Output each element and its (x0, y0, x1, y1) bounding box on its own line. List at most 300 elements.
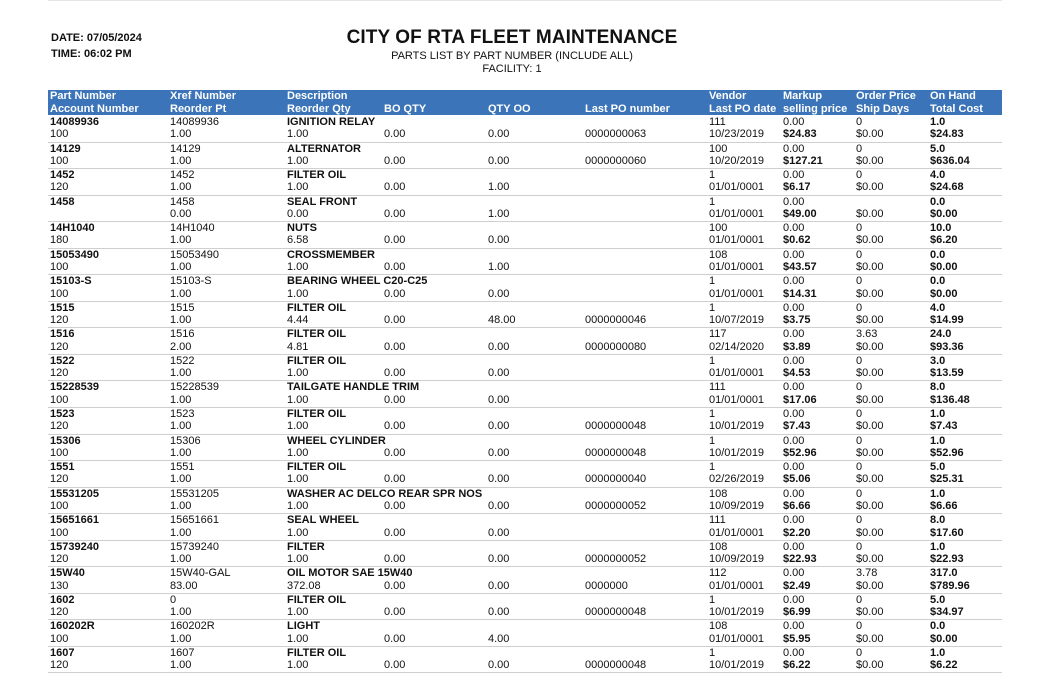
cell-description: FILTER (287, 540, 325, 553)
cell-bo-qty: 0.00 (384, 393, 406, 406)
cell-description: OIL MOTOR SAE 15W40 (287, 567, 413, 580)
cell-vendor: 1 (709, 195, 716, 208)
cell-on-hand: 8.0 (930, 381, 946, 394)
cell-bo-qty: 0.00 (384, 473, 406, 486)
cell-markup: 0.00 (783, 222, 805, 235)
cell-ship-days: $0.00 (856, 340, 884, 353)
cell-on-hand: 5.0 (930, 142, 946, 155)
cell-description: TAILGATE HANDLE TRIM (287, 381, 420, 394)
cell-ship-days: $0.00 (856, 234, 884, 247)
cell-part-number: 14129 (50, 142, 81, 155)
cell-order-price: 0 (856, 169, 863, 182)
table-row (48, 328, 1002, 355)
cell-order-price: 0 (856, 514, 863, 527)
cell-part-number: 14H1040 (50, 222, 95, 235)
cell-account-number: 120 (50, 473, 69, 486)
cell-reorder-pt: 83.00 (170, 579, 198, 592)
cell-total-cost: $6.22 (930, 659, 958, 672)
cell-selling-price: $6.22 (783, 659, 811, 672)
cell-xref-number: 15306 (170, 434, 201, 447)
cell-order-price: 3.78 (856, 567, 878, 580)
cell-reorder-pt: 1.00 (170, 606, 192, 619)
cell-description: FILTER OIL (287, 328, 347, 341)
cell-markup: 0.00 (783, 381, 805, 394)
cell-bo-qty: 0.00 (384, 367, 406, 380)
cell-on-hand: 4.0 (930, 301, 946, 314)
cell-order-price: 0 (856, 142, 863, 155)
cell-xref-number: 15053490 (170, 248, 219, 261)
cell-markup: 0.00 (783, 116, 805, 128)
cell-last-po-date: 10/07/2019 (709, 314, 765, 327)
cell-markup: 0.00 (783, 328, 805, 341)
cell-reorder-qty: 1.00 (287, 181, 309, 194)
cell-total-cost: $7.43 (930, 420, 958, 433)
cell-reorder-qty: 1.00 (287, 659, 309, 672)
cell-last-po-number: 0000000063 (585, 128, 647, 141)
col-order-price: Order Price (856, 90, 916, 102)
cell-account-number: 130 (50, 579, 69, 592)
cell-ship-days: $0.00 (856, 659, 884, 672)
cell-ship-days: $0.00 (856, 526, 884, 539)
cell-account-number: 100 (50, 499, 69, 512)
cell-on-hand: 1.0 (930, 487, 946, 500)
cell-ship-days: $0.00 (856, 128, 884, 141)
cell-xref-number: 15W40-GAL (170, 567, 231, 580)
cell-description: LIGHT (287, 620, 320, 633)
cell-reorder-qty: 1.00 (287, 446, 309, 459)
cell-markup: 0.00 (783, 169, 805, 182)
cell-on-hand: 0.0 (930, 275, 946, 288)
cell-on-hand: 0.0 (930, 620, 946, 633)
cell-on-hand: 0.0 (930, 195, 946, 208)
cell-markup: 0.00 (783, 567, 805, 580)
cell-vendor: 1 (709, 408, 716, 421)
cell-order-price: 0 (856, 275, 863, 288)
cell-account-number: 120 (50, 340, 69, 353)
cell-account-number: 100 (50, 154, 69, 167)
cell-last-po-date: 02/26/2019 (709, 473, 765, 486)
cell-ship-days: $0.00 (856, 154, 884, 167)
parts-table-body (48, 116, 1002, 673)
cell-reorder-pt: 1.00 (170, 314, 192, 327)
cell-qty-oo: 1.00 (488, 261, 510, 274)
cell-ship-days: $0.00 (856, 367, 884, 380)
cell-vendor: 108 (709, 487, 728, 500)
cell-selling-price: $6.99 (783, 606, 811, 619)
cell-bo-qty: 0.00 (384, 632, 406, 645)
cell-order-price: 0 (856, 381, 863, 394)
table-row (48, 249, 1002, 276)
cell-bo-qty: 0.00 (384, 606, 406, 619)
cell-order-price: 0 (856, 354, 863, 367)
cell-ship-days: $0.00 (856, 393, 884, 406)
cell-xref-number: 1452 (170, 169, 195, 182)
cell-bo-qty: 0.00 (384, 261, 406, 274)
cell-reorder-qty: 4.81 (287, 340, 309, 353)
cell-last-po-date: 10/09/2019 (709, 499, 765, 512)
cell-bo-qty: 0.00 (384, 340, 406, 353)
cell-on-hand: 8.0 (930, 514, 946, 527)
cell-vendor: 108 (709, 540, 728, 553)
cell-part-number: 1602 (50, 593, 75, 606)
cell-total-cost: $34.97 (930, 606, 964, 619)
table-row (48, 116, 1002, 143)
cell-reorder-qty: 372.08 (287, 579, 321, 592)
cell-last-po-date: 10/01/2019 (709, 446, 765, 459)
cell-part-number: 14089936 (50, 116, 99, 128)
cell-on-hand: 5.0 (930, 461, 946, 474)
cell-xref-number: 1523 (170, 408, 195, 421)
cell-account-number: 100 (50, 393, 69, 406)
cell-xref-number: 1458 (170, 195, 195, 208)
cell-last-po-number: 0000000040 (585, 473, 647, 486)
cell-vendor: 100 (709, 142, 728, 155)
cell-description: WHEEL CYLINDER (287, 434, 386, 447)
cell-reorder-qty: 1.00 (287, 261, 309, 274)
cell-reorder-pt: 1.00 (170, 128, 192, 141)
cell-description: WASHER AC DELCO REAR SPR NOS (287, 487, 483, 500)
cell-total-cost: $6.66 (930, 499, 958, 512)
cell-xref-number: 1551 (170, 461, 195, 474)
cell-bo-qty: 0.00 (384, 446, 406, 459)
cell-on-hand: 1.0 (930, 434, 946, 447)
cell-reorder-pt: 1.00 (170, 526, 192, 539)
col-xref-number: Xref Number (170, 90, 237, 102)
cell-qty-oo: 1.00 (488, 181, 510, 194)
cell-ship-days: $0.00 (856, 606, 884, 619)
cell-reorder-qty: 1.00 (287, 632, 309, 645)
cell-last-po-date: 01/01/0001 (709, 393, 765, 406)
cell-account-number: 120 (50, 314, 69, 327)
cell-ship-days: $0.00 (856, 207, 884, 220)
cell-xref-number: 14089936 (170, 116, 219, 128)
col-qty-oo: QTY OO (488, 102, 531, 115)
cell-markup: 0.00 (783, 142, 805, 155)
cell-reorder-qty: 1.00 (287, 499, 309, 512)
cell-part-number: 15053490 (50, 248, 99, 261)
cell-last-po-date: 10/23/2019 (709, 128, 765, 141)
cell-qty-oo: 0.00 (488, 499, 510, 512)
cell-ship-days: $0.00 (856, 553, 884, 566)
cell-qty-oo: 0.00 (488, 367, 510, 380)
table-row (48, 355, 1002, 382)
cell-qty-oo: 0.00 (488, 473, 510, 486)
cell-ship-days: $0.00 (856, 446, 884, 459)
cell-last-po-date: 01/01/0001 (709, 287, 765, 300)
cell-xref-number: 15103-S (170, 275, 212, 288)
cell-vendor: 1 (709, 354, 716, 367)
cell-qty-oo: 0.00 (488, 606, 510, 619)
cell-reorder-pt: 1.00 (170, 553, 192, 566)
cell-bo-qty: 0.00 (384, 154, 406, 167)
cell-account-number: 120 (50, 181, 69, 194)
cell-reorder-qty: 1.00 (287, 526, 309, 539)
cell-reorder-pt: 1.00 (170, 473, 192, 486)
cell-selling-price: $3.75 (783, 314, 811, 327)
cell-last-po-number: 0000000060 (585, 154, 647, 167)
cell-part-number: 15228539 (50, 381, 99, 394)
cell-xref-number: 14129 (170, 142, 201, 155)
cell-qty-oo: 48.00 (488, 314, 516, 327)
cell-part-number: 1452 (50, 169, 75, 182)
cell-markup: 0.00 (783, 461, 805, 474)
cell-xref-number: 15651661 (170, 514, 219, 527)
col-vendor: Vendor (709, 90, 747, 102)
cell-last-po-date: 01/01/0001 (709, 207, 765, 220)
table-row (48, 594, 1002, 621)
cell-account-number: 100 (50, 261, 69, 274)
cell-xref-number: 15228539 (170, 381, 219, 394)
cell-order-price: 0 (856, 461, 863, 474)
cell-description: FILTER OIL (287, 301, 347, 314)
table-header (48, 90, 1002, 115)
table-row (48, 541, 1002, 568)
cell-total-cost: $0.00 (930, 632, 958, 645)
cell-qty-oo: 0.00 (488, 526, 510, 539)
col-reorder-qty: Reorder Qty (287, 102, 351, 115)
cell-vendor: 111 (709, 381, 726, 394)
cell-last-po-date: 10/01/2019 (709, 420, 765, 433)
cell-reorder-qty: 1.00 (287, 473, 309, 486)
cell-last-po-date: 10/01/2019 (709, 606, 765, 619)
cell-xref-number: 15739240 (170, 540, 219, 553)
cell-vendor: 100 (709, 222, 728, 235)
cell-description: SEAL WHEEL (287, 514, 359, 527)
cell-description: BEARING WHEEL C20-C25 (287, 275, 428, 288)
report-facility: FACILITY: 1 (482, 63, 542, 75)
cell-description: ALTERNATOR (287, 142, 361, 155)
table-row (48, 435, 1002, 462)
cell-account-number: 120 (50, 606, 69, 619)
cell-vendor: 108 (709, 620, 728, 633)
table-row (48, 222, 1002, 249)
cell-total-cost: $52.96 (930, 446, 964, 459)
cell-bo-qty: 0.00 (384, 526, 406, 539)
cell-on-hand: 317.0 (930, 567, 958, 580)
cell-part-number: 1516 (50, 328, 75, 341)
cell-order-price: 0 (856, 540, 863, 553)
cell-total-cost: $13.59 (930, 367, 964, 380)
cell-bo-qty: 0.00 (384, 659, 406, 672)
cell-ship-days: $0.00 (856, 314, 884, 327)
top-divider (48, 0, 1002, 1)
col-last-po-number: Last PO number (585, 102, 670, 115)
cell-part-number: 1551 (50, 461, 75, 474)
cell-selling-price: $7.43 (783, 420, 811, 433)
cell-qty-oo: 0.00 (488, 234, 510, 247)
cell-part-number: 1607 (50, 646, 75, 659)
cell-reorder-qty: 1.00 (287, 420, 309, 433)
cell-description: FILTER OIL (287, 169, 347, 182)
cell-reorder-pt: 1.00 (170, 393, 192, 406)
cell-selling-price: $49.00 (783, 207, 817, 220)
cell-last-po-date: 10/20/2019 (709, 154, 765, 167)
cell-total-cost: $136.48 (930, 393, 970, 406)
cell-reorder-pt: 1.00 (170, 420, 192, 433)
cell-last-po-date: 01/01/0001 (709, 181, 765, 194)
table-row (48, 275, 1002, 302)
report-subtitle: PARTS LIST BY PART NUMBER (INCLUDE ALL) (391, 50, 633, 62)
cell-on-hand: 1.0 (930, 116, 946, 128)
cell-qty-oo: 0.00 (488, 287, 510, 300)
cell-last-po-number: 0000000052 (585, 499, 647, 512)
col-selling-price: selling price (783, 102, 848, 115)
table-row (48, 488, 1002, 515)
cell-selling-price: $0.62 (783, 234, 811, 247)
cell-ship-days: $0.00 (856, 287, 884, 300)
cell-order-price: 0 (856, 408, 863, 421)
cell-last-po-date: 02/14/2020 (709, 340, 765, 353)
cell-description: FILTER OIL (287, 593, 347, 606)
cell-xref-number: 0 (170, 593, 177, 606)
cell-reorder-pt: 1.00 (170, 287, 192, 300)
cell-vendor: 1 (709, 593, 716, 606)
cell-on-hand: 0.0 (930, 248, 946, 261)
cell-last-po-number: 0000000 (585, 579, 628, 592)
cell-reorder-pt: 1.00 (170, 234, 192, 247)
cell-total-cost: $636.04 (930, 154, 970, 167)
cell-bo-qty: 0.00 (384, 499, 406, 512)
cell-selling-price: $17.06 (783, 393, 817, 406)
cell-total-cost: $93.36 (930, 340, 964, 353)
cell-selling-price: $127.21 (783, 154, 823, 167)
cell-ship-days: $0.00 (856, 579, 884, 592)
cell-qty-oo: 4.00 (488, 632, 510, 645)
cell-order-price: 0 (856, 222, 863, 235)
cell-qty-oo: 0.00 (488, 446, 510, 459)
cell-ship-days: $0.00 (856, 499, 884, 512)
cell-last-po-date: 01/01/0001 (709, 234, 765, 247)
cell-on-hand: 24.0 (930, 328, 952, 341)
cell-last-po-number: 0000000048 (585, 606, 647, 619)
cell-ship-days: $0.00 (856, 420, 884, 433)
cell-vendor: 117 (709, 328, 727, 341)
cell-ship-days: $0.00 (856, 632, 884, 645)
cell-qty-oo: 0.00 (488, 128, 510, 141)
report-title: CITY OF RTA FLEET MAINTENANCE (346, 27, 678, 48)
cell-total-cost: $25.31 (930, 473, 964, 486)
cell-account-number: 100 (50, 446, 69, 459)
cell-part-number: 1522 (50, 354, 75, 367)
cell-reorder-pt: 1.00 (170, 499, 192, 512)
table-row (48, 381, 1002, 408)
cell-reorder-qty: 0.00 (287, 207, 309, 220)
cell-vendor: 1 (709, 275, 716, 288)
cell-vendor: 1 (709, 646, 716, 659)
cell-description: FILTER OIL (287, 354, 347, 367)
cell-account-number: 100 (50, 526, 69, 539)
cell-qty-oo: 0.00 (488, 154, 510, 167)
cell-part-number: 1523 (50, 408, 75, 421)
cell-part-number: 15W40 (50, 567, 85, 580)
cell-markup: 0.00 (783, 248, 805, 261)
cell-markup: 0.00 (783, 540, 805, 553)
cell-qty-oo: 0.00 (488, 579, 510, 592)
col-reorder-pt: Reorder Pt (170, 102, 227, 115)
cell-selling-price: $43.57 (783, 261, 817, 274)
col-bo-qty: BO QTY (384, 102, 427, 115)
cell-part-number: 160202R (50, 620, 95, 633)
cell-selling-price: $6.17 (783, 181, 811, 194)
cell-last-po-date: 01/01/0001 (709, 526, 765, 539)
cell-selling-price: $6.66 (783, 499, 811, 512)
cell-vendor: 1 (709, 301, 716, 314)
cell-total-cost: $17.60 (930, 526, 964, 539)
cell-part-number: 15651661 (50, 514, 99, 527)
table-row (48, 196, 1002, 223)
cell-total-cost: $24.83 (930, 128, 964, 141)
cell-account-number: 100 (50, 128, 69, 141)
cell-bo-qty: 0.00 (384, 579, 406, 592)
cell-xref-number: 15531205 (170, 487, 219, 500)
cell-reorder-pt: 1.00 (170, 367, 192, 380)
cell-reorder-pt: 2.00 (170, 340, 192, 353)
cell-ship-days: $0.00 (856, 181, 884, 194)
cell-last-po-date: 10/09/2019 (709, 553, 765, 566)
cell-vendor: 1 (709, 434, 716, 447)
cell-reorder-pt: 1.00 (170, 154, 192, 167)
cell-bo-qty: 0.00 (384, 314, 406, 327)
cell-markup: 0.00 (783, 593, 805, 606)
table-row (48, 647, 1002, 674)
cell-markup: 0.00 (783, 275, 805, 288)
cell-account-number: 120 (50, 367, 69, 380)
cell-vendor: 112 (709, 567, 727, 580)
cell-selling-price: $2.49 (783, 579, 811, 592)
cell-markup: 0.00 (783, 514, 805, 527)
col-ship-days: Ship Days (856, 102, 910, 115)
cell-order-price: 0 (856, 434, 863, 447)
cell-last-po-date: 01/01/0001 (709, 367, 765, 380)
cell-reorder-pt: 1.00 (170, 181, 192, 194)
cell-bo-qty: 0.00 (384, 207, 406, 220)
cell-ship-days: $0.00 (856, 473, 884, 486)
cell-total-cost: $0.00 (930, 261, 958, 274)
cell-ship-days: $0.00 (856, 261, 884, 274)
cell-reorder-qty: 1.00 (287, 287, 309, 300)
cell-qty-oo: 0.00 (488, 659, 510, 672)
cell-on-hand: 1.0 (930, 408, 946, 421)
col-last-po-date: Last PO date (709, 102, 777, 115)
cell-reorder-qty: 6.58 (287, 234, 309, 247)
cell-bo-qty: 0.00 (384, 234, 406, 247)
cell-last-po-number: 0000000048 (585, 420, 647, 433)
table-row (48, 514, 1002, 541)
cell-part-number: 15531205 (50, 487, 99, 500)
report-time: TIME: 06:02 PM (51, 48, 132, 60)
cell-bo-qty: 0.00 (384, 181, 406, 194)
table-row (48, 620, 1002, 647)
col-description: Description (287, 90, 348, 102)
cell-selling-price: $22.93 (783, 553, 817, 566)
cell-xref-number: 1522 (170, 354, 195, 367)
table-row (48, 302, 1002, 329)
cell-selling-price: $5.06 (783, 473, 811, 486)
cell-total-cost: $0.00 (930, 287, 958, 300)
cell-xref-number: 160202R (170, 620, 215, 633)
cell-part-number: 1458 (50, 195, 75, 208)
cell-order-price: 0 (856, 620, 863, 633)
cell-on-hand: 5.0 (930, 593, 946, 606)
cell-bo-qty: 0.00 (384, 287, 406, 300)
cell-qty-oo: 1.00 (488, 207, 510, 220)
cell-markup: 0.00 (783, 434, 805, 447)
cell-reorder-qty: 1.00 (287, 128, 309, 141)
cell-total-cost: $6.20 (930, 234, 958, 247)
cell-last-po-date: 10/01/2019 (709, 659, 765, 672)
cell-part-number: 15306 (50, 434, 81, 447)
cell-description: IGNITION RELAY (287, 116, 376, 128)
